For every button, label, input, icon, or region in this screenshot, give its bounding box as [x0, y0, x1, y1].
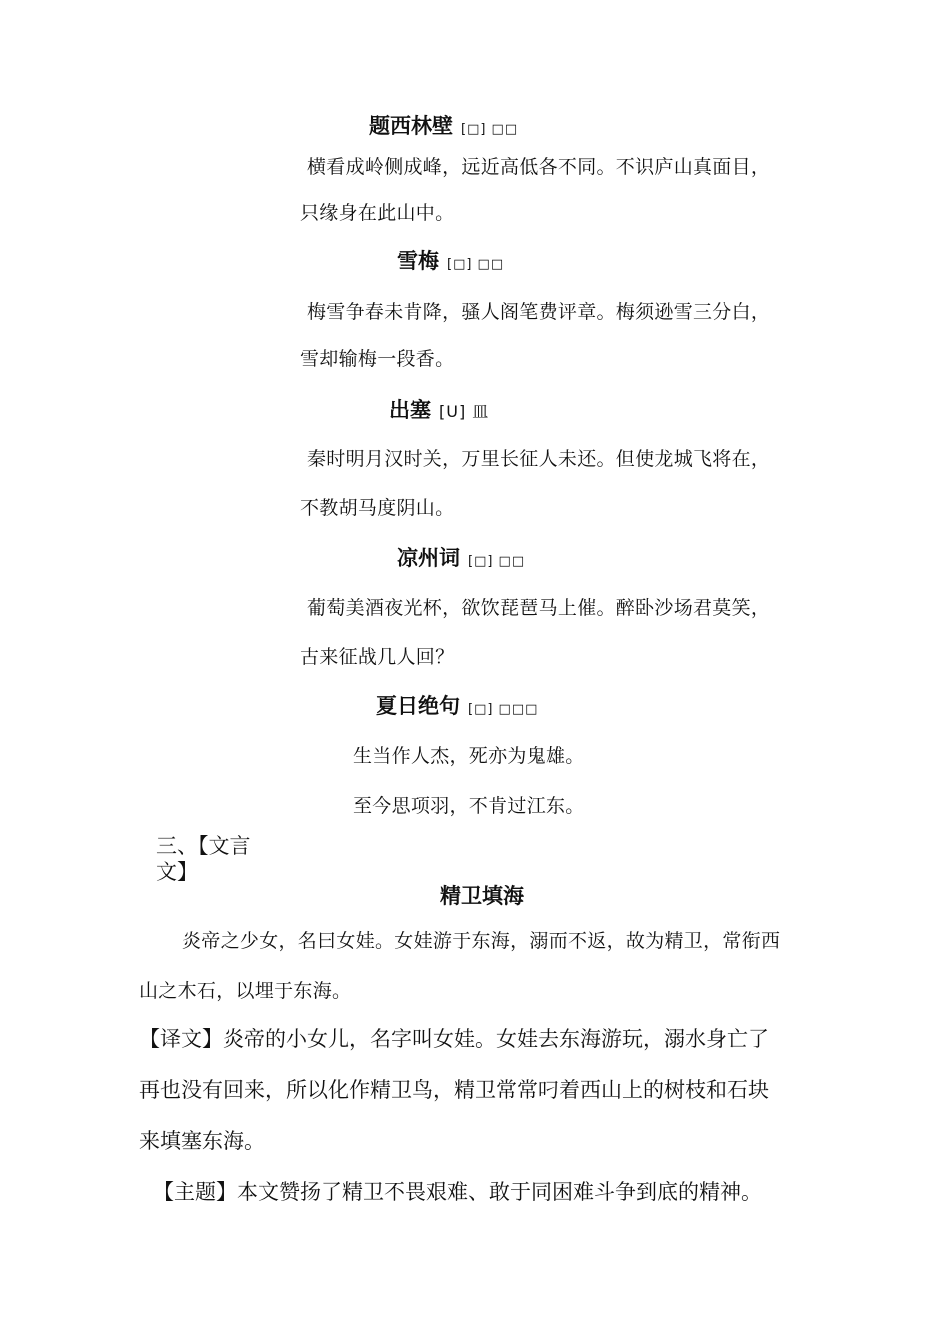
classical-text-line-2: 山之木石，以埋于东海。 [139, 980, 352, 1002]
poem-2-line-1: 梅雪争春未肯降，骚人阁笔费评章。梅须逊雪三分白， [307, 301, 771, 323]
poem-title-1 [369, 110, 518, 140]
poem-5-line-2: 至今思项羽，不肯过江东。 [353, 795, 585, 817]
poem-title-text: 题西林壁 [369, 114, 453, 138]
translation-line-1: 【译文】炎帝的小女儿，名字叫女娃。女娃去东海游玩，溺水身亡了 [139, 1027, 769, 1051]
poem-3-line-1: 秦时明月汉时关，万里长征人未还。但使龙城飞将在， [307, 448, 771, 470]
poem-1-line-2: 只缘身在此山中。 [300, 202, 455, 224]
poem-4-line-1: 葡萄美酒夜光杯，欲饮琵琶马上催。醉卧沙场君莫笑， [307, 597, 771, 619]
section-heading-line-1: 三、【文言 [156, 834, 251, 858]
poem-title-text: 雪梅 [397, 249, 439, 273]
classical-text-line-1: 炎帝之少女，名曰女娃。女娃游于东海，溺而不返，故为精卫，常衔西 [182, 930, 781, 952]
classical-title: 精卫填海 [440, 884, 524, 908]
poem-title-text: 夏日绝句 [376, 694, 460, 718]
poem-title-2 [397, 245, 504, 275]
poem-3-line-2: 不教胡马度阴山。 [300, 497, 455, 519]
section-heading-line-2: 文】 [156, 860, 198, 884]
poem-title-5 [376, 690, 538, 720]
poem-title-text: 凉州词 [397, 546, 460, 570]
poem-author-tag: [□] □□ [468, 554, 526, 569]
theme-text: 【主题】本文赞扬了精卫不畏艰难、敢于同困难斗争到底的精神。 [153, 1180, 762, 1204]
poem-title-text: 出塞 [389, 398, 431, 422]
translation-line-3: 来填塞东海。 [139, 1129, 265, 1153]
poem-1-line-1: 横看成岭侧成峰，远近高低各不同。不识庐山真面目， [307, 156, 771, 178]
poem-author-tag: [□] □□ [447, 257, 505, 272]
poem-author-tag: [□] □□□ [468, 702, 539, 717]
poem-author-tag: [U] 皿 [439, 402, 490, 421]
poem-4-line-2: 古来征战几人回？ [300, 646, 455, 668]
poem-5-line-1: 生当作人杰，死亦为鬼雄。 [353, 745, 585, 767]
translation-line-2: 再也没有回来，所以化作精卫鸟，精卫常常叼着西山上的树枝和石块 [139, 1078, 769, 1102]
poem-author-tag: [□] □□ [461, 122, 519, 137]
poem-title-4 [397, 542, 525, 572]
poem-2-line-2: 雪却输梅一段香。 [300, 348, 455, 370]
poem-title-3 [389, 394, 489, 424]
